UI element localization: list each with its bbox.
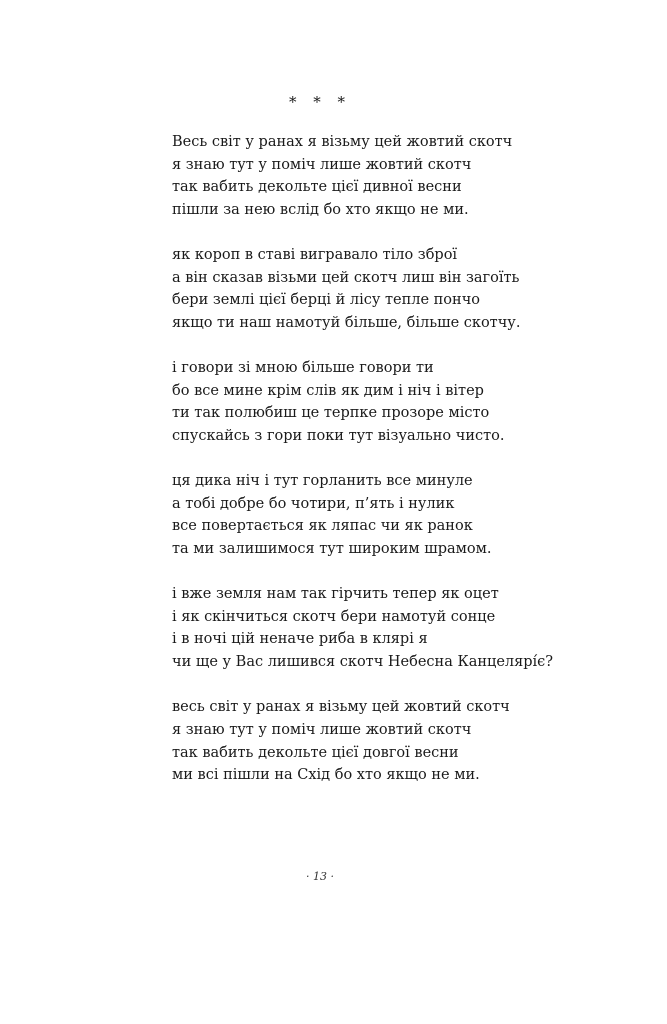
poem-line: а тобі добре бо чотири, п’ять і нулик [172, 495, 455, 512]
poem-line: ти так полюбиш це терпке прозоре місто [172, 405, 490, 422]
poem-line: ми всі пішли на Схід бо хто якщо не ми. [172, 767, 480, 784]
page-number: · 13 · [306, 870, 334, 883]
poem-line: ця дика ніч і тут горланить все минуле [172, 473, 473, 490]
stanza [172, 244, 642, 334]
poem-line: так вабить декольте цієї довгої весни [172, 744, 459, 761]
poem-line: і говори зі мною більше говори ти [172, 360, 434, 377]
poem-line: чи ще у Вас лишився скотч Небесна Канцелярі́є? [172, 654, 554, 671]
poem-line: пішли за нею вслід бо хто якщо не ми. [172, 201, 469, 218]
poem-line: як короп в ставі вигравало тіло зброї [172, 247, 458, 264]
poem [172, 131, 642, 809]
stanza [172, 470, 642, 560]
poem-line: бери землі цієї берці й лісу тепле пончо [172, 292, 481, 309]
poem-line: так вабить декольте цієї дивної весни [172, 179, 462, 196]
stanza [172, 583, 642, 673]
poem-line: і як скінчиться скотч бери намотуй сонце [172, 608, 496, 625]
stanza [172, 357, 642, 447]
poem-line: я знаю тут у поміч лише жовтий скотч [172, 156, 472, 173]
stanza [172, 696, 642, 786]
poem-line: і вже земля нам так гірчить тепер як оцет [172, 586, 499, 603]
section-separator: * * * [288, 93, 352, 111]
poem-line: я знаю тут у поміч лише жовтий скотч [172, 721, 472, 738]
poem-line: Весь світ у ранах я візьму цей жовтий скотч [172, 134, 513, 150]
poem-line: все повертається як ляпас чи як ранок [172, 518, 473, 535]
poem-line: якщо ти наш намотуй більше, більше скотчу. [172, 314, 521, 331]
poem-line: спускайсь з гори поки тут візуально чисто. [172, 427, 505, 444]
stanza [172, 131, 642, 221]
poem-line: і в ночі цій неначе риба в клярі я [172, 631, 428, 648]
poem-line: а він сказав візьми цей скотч лиш він загоїть [172, 269, 520, 286]
poem-line: весь світ у ранах я візьму цей жовтий скотч [172, 699, 510, 716]
poem-line: бо все мине крім слів як дим і ніч і вітер [172, 382, 484, 399]
poem-line: та ми залишимося тут широким шрамом. [172, 540, 492, 557]
